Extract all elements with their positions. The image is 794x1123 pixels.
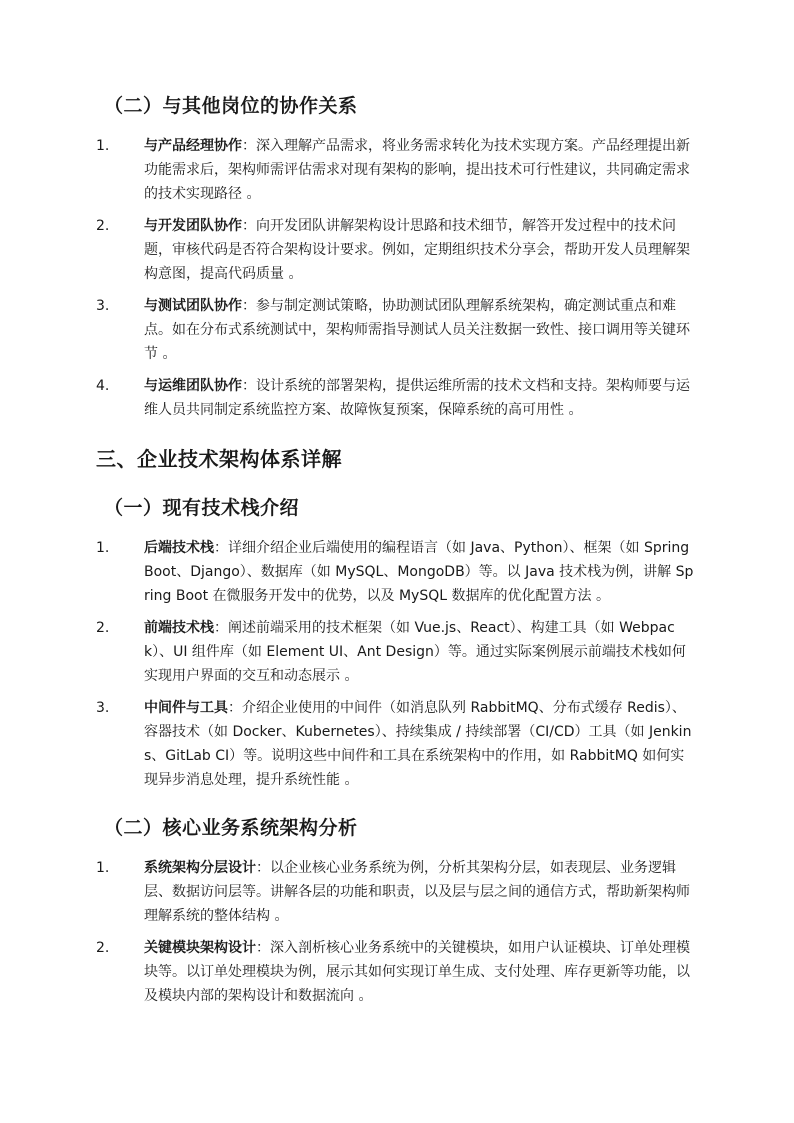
section-heading-collaboration: （二）与其他岗位的协作关系 <box>104 95 358 117</box>
list-item <box>96 536 698 608</box>
list-number: 3. <box>96 700 110 716</box>
item-term: 关键模块架构设计 <box>144 940 256 956</box>
item-body: ：深入剖析核心业务系统中的关键模块，如用户认证模块、订单处理模块等。以订单处理模块为例，展示其如何实现订单生成、支付处理、库存更新等功能，以及模块内部的架构设计和数据流向 。 <box>144 940 690 1004</box>
list-item <box>96 214 698 286</box>
list-number: 3. <box>96 298 110 314</box>
item-term: 与运维团队协作 <box>144 378 242 394</box>
item-term: 中间件与工具 <box>144 700 228 716</box>
item-term: 前端技术栈 <box>144 620 214 636</box>
item-term: 与开发团队协作 <box>144 218 242 234</box>
list-number: 2. <box>96 620 110 636</box>
core-architecture-list <box>96 856 698 1008</box>
tech-stack-list <box>96 536 698 792</box>
section-heading-core-architecture: （二）核心业务系统架构分析 <box>104 817 358 839</box>
list-item <box>96 294 698 366</box>
list-item-text <box>144 856 698 928</box>
chapter-heading: 三、企业技术架构体系详解 <box>96 447 342 471</box>
item-body: ：详细介绍企业后端使用的编程语言（如 Java、Python）、框架（如 Spring Boot、Django）、数据库（如 MySQL、MongoDB）等。以 Java 技术栈为例，讲解 Spring Boot 在微服务开发中的优势，以及 MySQL 数据库的优化配置方法 。 <box>144 540 694 604</box>
list-item <box>96 616 698 688</box>
list-item-text <box>144 696 698 792</box>
list-number: 2. <box>96 940 110 956</box>
item-term: 与产品经理协作 <box>144 138 242 154</box>
item-term: 后端技术栈 <box>144 540 214 556</box>
item-body: ：以企业核心业务系统为例，分析其架构分层，如表现层、业务逻辑层、数据访问层等。讲解各层的功能和职责，以及层与层之间的通信方式，帮助新架构师理解系统的整体结构 。 <box>144 860 690 924</box>
list-item-text <box>144 134 698 206</box>
list-item <box>96 134 698 206</box>
item-term: 与测试团队协作 <box>144 298 242 314</box>
list-item-text <box>144 936 698 1008</box>
list-number: 1. <box>96 138 110 154</box>
list-item-text <box>144 536 698 608</box>
section-heading-tech-stack: （一）现有技术栈介绍 <box>104 497 300 519</box>
collaboration-list <box>96 134 698 422</box>
list-item <box>96 856 698 928</box>
item-body: ：设计系统的部署架构，提供运维所需的技术文档和支持。架构师要与运维人员共同制定系统监控方案、故障恢复预案，保障系统的高可用性 。 <box>144 378 690 418</box>
item-term: 系统架构分层设计 <box>144 860 256 876</box>
list-item-text <box>144 616 698 688</box>
list-number: 1. <box>96 540 110 556</box>
list-number: 4. <box>96 378 110 394</box>
list-item <box>96 696 698 792</box>
list-item <box>96 374 698 422</box>
list-number: 1. <box>96 860 110 876</box>
item-body: ：深入理解产品需求，将业务需求转化为技术实现方案。产品经理提出新功能需求后，架构师需评估需求对现有架构的影响，提出技术可行性建议，共同确定需求的技术实现路径 。 <box>144 138 690 202</box>
item-body: ：阐述前端采用的技术框架（如 Vue.js、React）、构建工具（如 Webpack）、UI 组件库（如 Element UI、Ant Design）等。通过实际案例展示前端技术栈如何实现用户界面的交互和动态展示 。 <box>144 620 686 684</box>
item-body: ：向开发团队讲解架构设计思路和技术细节，解答开发过程中的技术问题，审核代码是否符合架构设计要求。例如，定期组织技术分享会，帮助开发人员理解架构意图，提高代码质量 。 <box>144 218 690 282</box>
item-body: ：介绍企业使用的中间件（如消息队列 RabbitMQ、分布式缓存 Redis）、容器技术（如 Docker、Kubernetes）、持续集成 / 持续部署（CI/CD）工具（如 Jenkins、GitLab CI）等。说明这些中间件和工具在系统架构中的作用，如 RabbitMQ 如何实现异步消息处理，提升系统性能 。 <box>144 700 692 788</box>
list-item-text <box>144 374 698 422</box>
list-item <box>96 936 698 1008</box>
list-item-text <box>144 294 698 366</box>
item-body: ：参与制定测试策略，协助测试团队理解系统架构，确定测试重点和难点。如在分布式系统测试中，架构师需指导测试人员关注数据一致性、接口调用等关键环节 。 <box>144 298 690 362</box>
list-number: 2. <box>96 218 110 234</box>
list-item-text <box>144 214 698 286</box>
